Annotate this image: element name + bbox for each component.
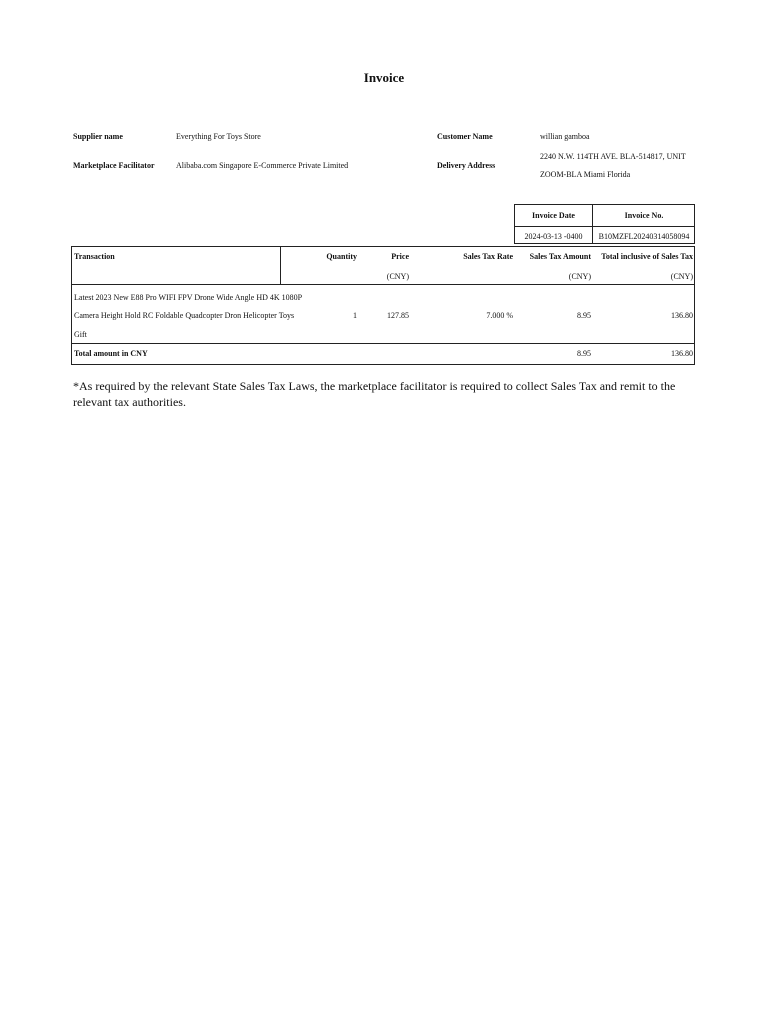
page-title: Invoice (363, 70, 405, 85)
invoice-date-label: Invoice Date (532, 211, 575, 220)
invoice-number-value: B10MZFL20240314058094 (598, 232, 690, 241)
tax-note: *As required by the relevant State Sales Tax Laws, the marketplace facilitator is required to collect Sales Tax and remit to the relevant tax authorities. (73, 379, 676, 409)
facilitator-label: Marketplace Facilitator (73, 161, 155, 170)
delivery-line1: 2240 N.W. 114TH AVE. BLA-514817, UNIT (540, 152, 686, 161)
delivery-label: Delivery Address (437, 161, 496, 170)
supplier-label: Supplier name (73, 132, 123, 141)
facilitator-value: Alibaba.com Singapore E-Commerce Private Limited (176, 161, 349, 170)
header-transaction: Transaction (74, 252, 115, 261)
supplier-value: Everything For Toys Store (176, 132, 261, 141)
header-tax-rate: Sales Tax Rate (463, 252, 513, 261)
header-tax-amount: Sales Tax Amount (529, 252, 591, 261)
header-total: Total inclusive of Sales Tax (601, 252, 693, 261)
invoice-meta-box (514, 204, 695, 244)
delivery-line2: ZOOM-BLA Miami Florida (540, 170, 631, 179)
item-total: 136.80 (671, 311, 693, 320)
unit-total: (CNY) (670, 272, 693, 281)
invoice-date-value: 2024-03-13 -0400 (524, 232, 583, 241)
totals-total: 136.80 (671, 349, 693, 358)
totals-tax-amount: 8.95 (577, 349, 591, 358)
item-description-line1: Latest 2023 New E88 Pro WIFI FPV Drone Wide Angle HD 4K 1080P (74, 293, 303, 302)
invoice-number-label: Invoice No. (624, 211, 664, 220)
totals-label: Total amount in CNY (74, 349, 148, 358)
header-quantity: Quantity (326, 252, 357, 261)
item-tax-rate: 7.000 % (486, 311, 513, 320)
item-quantity: 1 (353, 311, 357, 320)
unit-tax-amount: (CNY) (568, 272, 591, 281)
transaction-table (71, 246, 695, 365)
item-description-line3: Gift (74, 330, 87, 339)
customer-label: Customer Name (437, 132, 493, 141)
header-price: Price (391, 252, 409, 261)
unit-price: (CNY) (386, 272, 409, 281)
item-tax-amount: 8.95 (577, 311, 591, 320)
item-price: 127.85 (387, 311, 409, 320)
customer-value: willian gamboa (540, 132, 590, 141)
item-description-line2: Camera Height Hold RC Foldable Quadcopter Dron Helicopter Toys (74, 311, 295, 320)
